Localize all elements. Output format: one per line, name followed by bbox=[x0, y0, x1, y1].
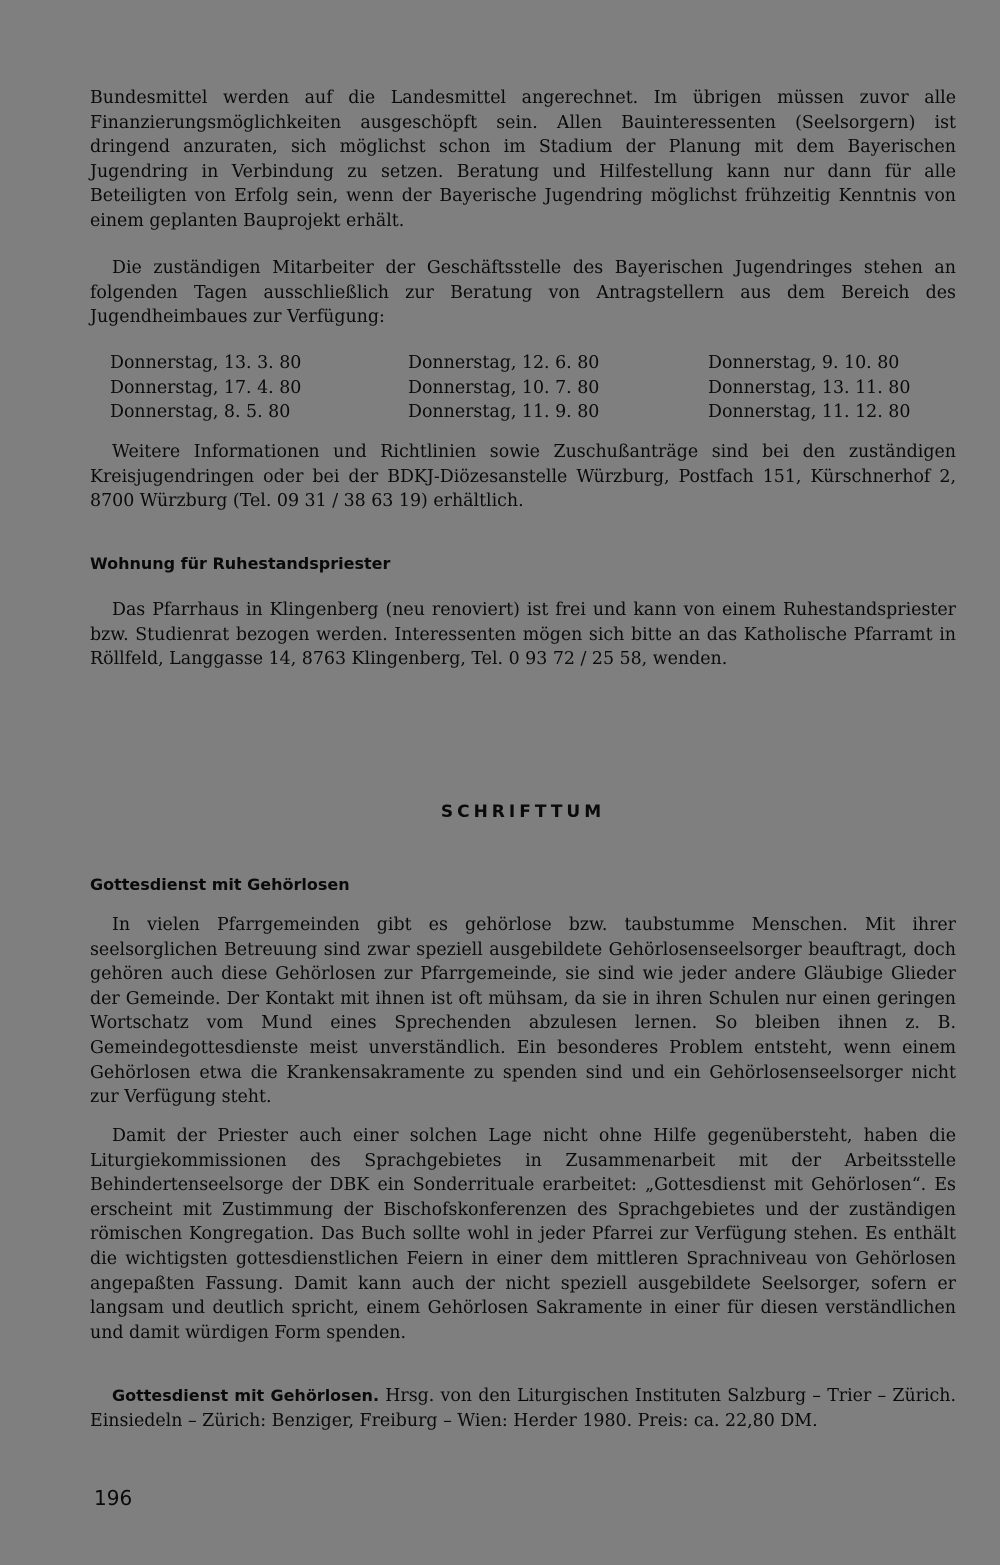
paragraph-funding-text: Bundesmittel werden auf die Landesmittel angerechnet. Im übrigen müssen zuvor alle Finanzierungsmöglichkeiten ausgeschöpft sein. Allen Bauinteressenten (Seelsorgern) ist dringend anzuraten, sich möglichst schon im Stadium der Planung mit dem Bayerischen Jugendring in Verbindung zu setzen. Beratung und Hilfestellung kann nur dann für alle Beteiligten von Erfolg sein, wenn der Bayerische Jugendring möglichst frühzeitig Kenntnis von einem geplanten Bauprojekt erhält. bbox=[90, 88, 956, 231]
paragraph-wohnung bbox=[90, 598, 956, 672]
schedule-column-1 bbox=[110, 351, 301, 425]
schedule-column-3 bbox=[708, 351, 910, 425]
paragraph-gottesdienst-2-text: Damit der Priester auch einer solchen Lage nicht ohne Hilfe gegenübersteht, haben die Liturgiekommissionen des Sprachgebietes in Zusammenarbeit mit der Arbeitsstelle Behindertenseelsorge der DBK ein Sonderrituale erarbeitet: „Gottesdienst mit Gehörlosen“. Es erscheint mit Zustimmung der Bischofskonferenzen des Sprachgebietes und der zuständigen römischen Kongregation. Das Buch sollte wohl in jeder Pfarrei zur Verfügung stehen. Es enthält die wichtigsten gottesdienstlichen Feiern in einer dem mittleren Sprachniveau von Gehörlosen angepaßten Fassung. Damit kann auch der nicht speziell ausgebildete Seelsorger, sofern er langsam und deutlich spricht, einem Gehörlosen Sakramente in einer für diesen verständlichen und damit würdigen Form spenden. bbox=[90, 1126, 956, 1343]
schedule-column-2 bbox=[408, 351, 599, 425]
paragraph-consultation bbox=[90, 256, 956, 330]
schedule-date: Donnerstag, 11. 12. 80 bbox=[708, 402, 911, 423]
bibliography-details: Hrsg. von den Liturgischen Instituten Salzburg – Trier – Zürich. Einsiedeln – Zürich: Benziger, Freiburg – Wien: Herder 1980. Preis: ca. 22,80 DM. bbox=[90, 1386, 956, 1431]
schedule-date: Donnerstag, 12. 6. 80 bbox=[408, 353, 600, 373]
schedule-date: Donnerstag, 13. 11. 80 bbox=[708, 377, 911, 398]
section-title: SCHRIFTTUM bbox=[440, 802, 606, 822]
schedule-date: Donnerstag, 17. 4. 80 bbox=[110, 377, 302, 398]
paragraph-wohnung-text: Das Pfarrhaus in Klingenberg (neu renoviert) ist frei und kann von einem Ruhestandspriester bzw. Studienrat bezogen werden. Interessenten mögen sich bitte an das Katholische Pfarramt in Röllfeld, Langgasse 14, 8763 Klingenberg, Tel. 0 93 72 / 25 58, wenden. bbox=[90, 600, 956, 670]
schedule-date: Donnerstag, 9. 10. 80 bbox=[708, 353, 900, 373]
bibliography-entry bbox=[90, 1384, 956, 1433]
paragraph-information bbox=[90, 440, 956, 514]
bibliography-title: Gottesdienst mit Gehörlosen. bbox=[112, 1386, 380, 1405]
paragraph-consultation-text: Die zuständigen Mitarbeiter der Geschäftsstelle des Bayerischen Jugendringes stehen an folgenden Tagen ausschließlich zur Beratung von Antragstellern aus dem Bereich des Jugendheimbaues zur Verfügung: bbox=[90, 258, 956, 328]
heading-gottesdienst-text: Gottesdienst mit Gehörlosen bbox=[90, 875, 350, 894]
heading-wohnung-text: Wohnung für Ruhestandspriester bbox=[90, 554, 391, 573]
paragraph-gottesdienst-2 bbox=[90, 1124, 956, 1345]
schedule-date: Donnerstag, 13. 3. 80 bbox=[110, 353, 302, 373]
schedule-date: Donnerstag, 8. 5. 80 bbox=[110, 402, 291, 423]
page-number: 196 bbox=[94, 1486, 133, 1510]
paragraph-funding bbox=[90, 86, 956, 234]
heading-wohnung bbox=[90, 554, 956, 573]
paragraph-gottesdienst-1-text: In vielen Pfarrgemeinden gibt es gehörlose bzw. taubstumme Menschen. Mit ihrer seelsorglichen Betreuung sind zwar speziell ausgebildete Gehörlosenseelsorger beauftragt, doch gehören auch diese Gehörlosen zur Pfarrgemeinde, sie sind wie jeder andere Gläubige Glieder der Gemeinde. Der Kontakt mit ihnen ist oft mühsam, da sie in ihren Schulen nur einen geringen Wortschatz vom Mund eines Sprechenden abzulesen lernen. So bleiben ihnen z. B. Gemeindegottesdienste meist unverständlich. Ein besonderes Problem entsteht, wenn einem Gehörlosen etwa die Krankensakramente zu spenden sind und ein Gehörlosenseelsorger nicht zur Verfügung steht. bbox=[90, 915, 956, 1108]
schedule-date: Donnerstag, 11. 9. 80 bbox=[408, 402, 600, 423]
schedule-date: Donnerstag, 10. 7. 80 bbox=[408, 377, 600, 398]
heading-gottesdienst bbox=[90, 875, 956, 894]
bibliography-text bbox=[90, 1384, 956, 1433]
paragraph-information-text: Weitere Informationen und Richtlinien sowie Zuschußanträge sind bei den zuständigen Kreisjugendringen oder bei der BDKJ-Diözesanstelle Würzburg, Postfach 151, Kürschnerhof 2, 8700 Würzburg (Tel. 09 31 / 38 63 19) erhältlich. bbox=[90, 442, 956, 512]
paragraph-gottesdienst-1 bbox=[90, 913, 956, 1110]
